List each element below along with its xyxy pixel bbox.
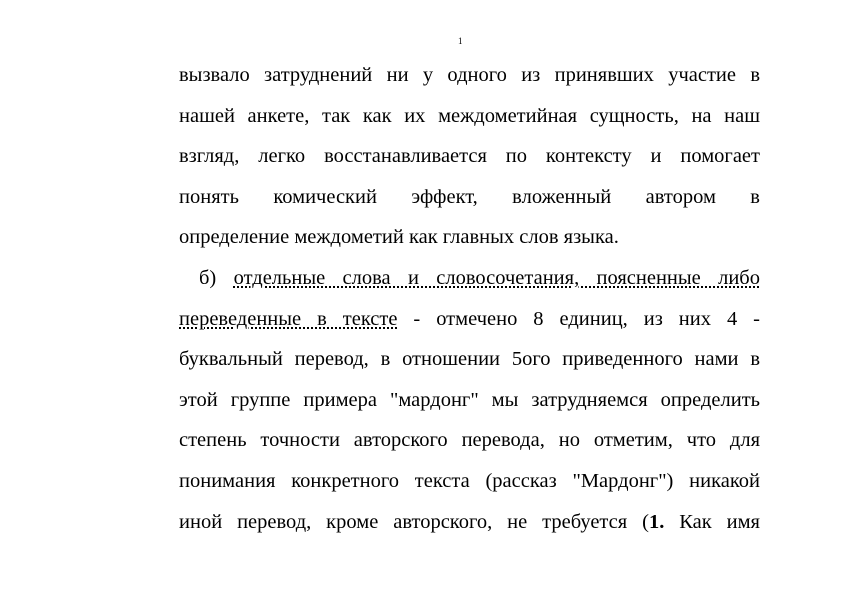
text-line: нашей анкете, так как их междометийная сущность, на наш bbox=[179, 104, 760, 127]
text-line: взгляд, легко восстанавливается по контексту и помогает bbox=[179, 145, 760, 168]
text-line: понимания конкретного текста (рассказ "Мардонг") никакой bbox=[179, 469, 760, 492]
text-segment: Как имя bbox=[664, 510, 760, 533]
document-body bbox=[179, 60, 760, 547]
text-line: понять комический эффект, вложенный автором в bbox=[179, 185, 760, 208]
underlined-phrase: отдельные слова и словосочетания, поясненные либо bbox=[233, 266, 760, 289]
text-line bbox=[179, 304, 760, 345]
text-line bbox=[179, 263, 760, 304]
list-marker: б) bbox=[199, 266, 234, 289]
text-line: буквальный перевод, в отношении 5ого приведенного нами в bbox=[179, 348, 760, 371]
page-number: 1 bbox=[458, 36, 463, 46]
underlined-phrase: переведенные в тексте bbox=[179, 307, 398, 330]
text-segment: иной перевод, кроме авторского, не требуется ( bbox=[179, 510, 649, 533]
text-line bbox=[179, 507, 760, 548]
text-line: определение междометий как главных слов языка. bbox=[179, 226, 619, 249]
bold-number: 1. bbox=[648, 510, 665, 533]
text-line: этой группе примера "мардонг" мы затрудняемся определить bbox=[179, 388, 760, 411]
text-line: степень точности авторского перевода, но отметим, что для bbox=[179, 429, 760, 452]
text-segment: - отмечено 8 единиц, из них 4 - bbox=[397, 307, 760, 330]
text-line: вызвало затруднений ни у одного из принявших участие в bbox=[179, 64, 760, 86]
